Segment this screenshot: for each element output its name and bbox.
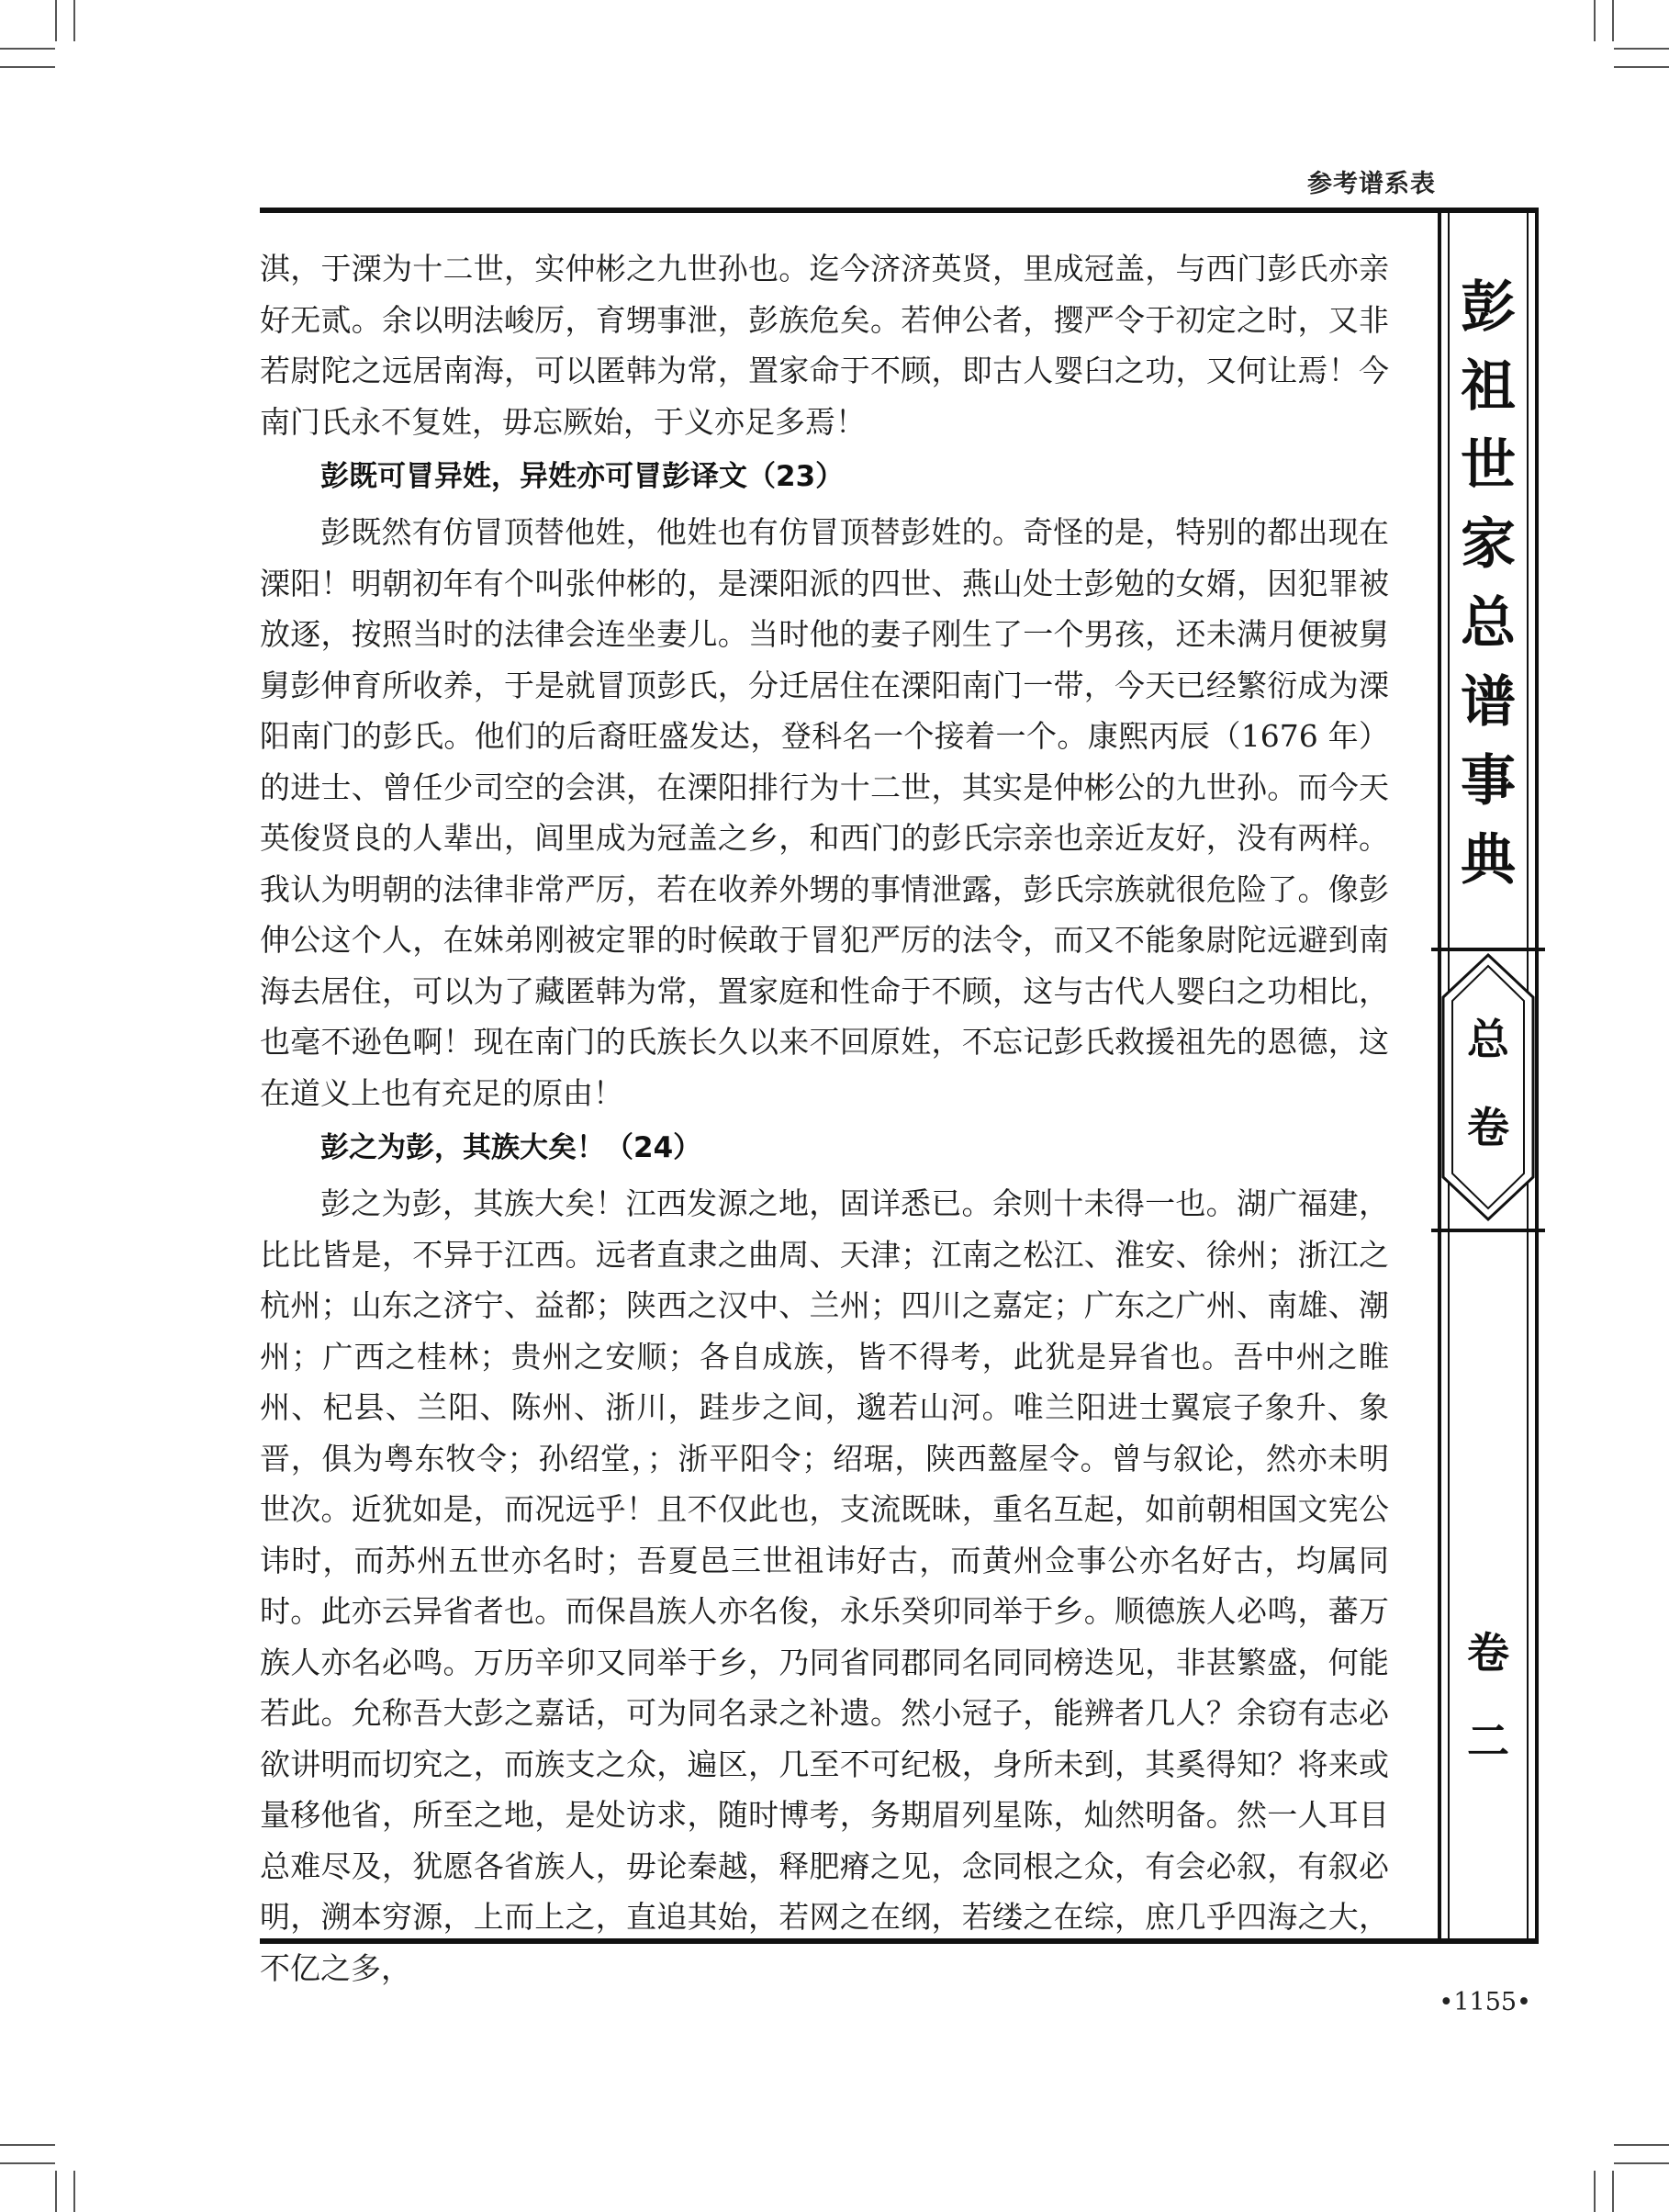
crop-mark xyxy=(73,2171,75,2212)
crop-mark xyxy=(1614,2144,1669,2146)
volume-number xyxy=(1441,1609,1535,1785)
volume-number-char: 卷 xyxy=(1467,1628,1509,1678)
crop-mark xyxy=(1614,66,1669,68)
crop-mark xyxy=(1614,2162,1669,2164)
paragraph: 淇，于溧为十二世，实仲彬之九世孙也。迄今济济英贤，里成冠盖，与西门彭氏亦亲好无贰。余以明法峻厉，育甥事泄，彭族危矣。若伸公者，撄严令于初定之时，又非若尉陀之远居南海，可以匿韩为常，置家命于不顾，即古人婴臼之功，又何让焉！今南门氏永不复姓，毋忘厥始，于义亦足多焉！ xyxy=(260,251,1389,440)
crop-mark xyxy=(1614,48,1669,50)
crop-mark xyxy=(1594,2171,1596,2212)
book-title xyxy=(1441,268,1535,900)
crop-mark xyxy=(55,2171,57,2212)
crop-mark xyxy=(0,66,55,68)
section-heading: 彭既可冒异姓，异姓亦可冒彭译文（23） xyxy=(320,460,845,493)
volume-char: 卷 xyxy=(1467,1103,1509,1152)
paragraph: 彭既然有仿冒顶替他姓，他姓也有仿冒顶替彭姓的。奇怪的是，特别的都出现在溧阳！明朝初年有个叫张仲彬的，是溧阳派的四世、燕山处士彭勉的女婿，因犯罪被放逐，按照当时的法律会连坐妻儿。当时他的妻子刚生了一个男孩，还未满月便被舅舅彭伸育所收养，于是就冒顶彭氏，分迁居住在溧阳南门一带，今天已经繁衍成为溧阳南门的彭氏。他们的后裔旺盛发达，登科名一个接着一个。康熙丙辰（1676 年）的进士、曾任少司空的会淇，在溧阳排行为十二世，其实是仲彬公的九世孙。而今天英俊贤良的人辈出，闾里成为冠盖之乡，和西门的彭氏宗亲也亲近友好，没有两样。我认为明朝的法律非常严厉，若在收养外甥的事情泄露，彭氏宗族就很危险了。像彭伸公这个人，在妹弟刚被定罪的时候敢于冒犯严厉的法令，而又不能象尉陀远避到南海去居住，可以为了藏匿韩为常，置家庭和性命于不顾，这与古代人婴臼之功相比，也毫不逊色啊！现在南门的氏族长久以来不回原姓，不忘记彭氏救援祖先的恩德，这在道义上也有充足的原由！ xyxy=(260,514,1389,1111)
crop-mark xyxy=(1594,0,1596,41)
title-char: 总 xyxy=(1461,591,1516,656)
crop-mark xyxy=(1612,2171,1614,2212)
running-header: 参考谱系表 xyxy=(1307,170,1436,198)
paragraph: 彭之为彭，其族大矣！江西发源之地，固详悉已。余则十未得一也。湖广福建，比比皆是，不异于江西。远者直隶之曲周、天津；江南之松江、淮安、徐州；浙江之杭州；山东之济宁、益都；陕西之汉中、兰州；四川之嘉定；广东之广州、南雄、潮州；广西之桂林；贵州之安顺；各自成族，皆不得考，此犹是异省也。吾中州之睢州、杞县、兰阳、陈州、浙川，跬步之间，邈若山河。唯兰阳进士翼宸子象升、象晋，俱为粤东牧令；孙绍堂，；浙平阳令；绍琚，陕西盩屋令。曾与叙论，然亦未明世次。近犹如是，而况远乎！且不仅此也，支流既昧，重名互起，如前朝相国文宪公讳时，而苏州五世亦名时；吾夏邑三世祖讳好古，而黄州佥事公亦名好古，均属同时。此亦云异省者也。而保昌族人亦名俊，永乐癸卯同举于乡。顺德族人必鸣，蕃万族人亦名必鸣。万历辛卯又同举于乡，乃同省同郡同名同同榜迭见，非甚繁盛，何能若此。允称吾大彭之嘉话，可为同名录之补遗。然小冠子，能辨者几人？余窃有志必欲讲明而切究之，而族支之众，遍区，几至不可纪极，身所未到，其奚得知？将来或量移他省，所至之地，是处访求，随时博考，务期眉列星陈，灿然明备。然一人耳目总难尽及，犹愿各省族人，毋论秦越，释肥瘠之见，念同根之众，有会必叙，有叙必明，溯本穷源，上而上之，直追其始，若网之在纲，若缕之在综，庶几乎四海之大，不亿之多， xyxy=(260,1185,1389,1986)
crop-mark xyxy=(0,2162,55,2164)
sidebar-divider xyxy=(1431,1229,1545,1232)
volume-char: 总 xyxy=(1467,1015,1509,1064)
volume-number-char: 二 xyxy=(1467,1716,1509,1766)
crop-mark xyxy=(0,48,55,50)
section-heading: 彭之为彭，其族大矣！（24） xyxy=(320,1131,702,1164)
page-number: •1155• xyxy=(1439,1988,1531,2016)
title-char: 彭 xyxy=(1461,275,1516,340)
title-char: 祖 xyxy=(1461,354,1516,419)
title-char: 事 xyxy=(1461,749,1516,814)
title-char: 家 xyxy=(1461,512,1516,577)
title-char: 世 xyxy=(1461,433,1516,498)
top-rule xyxy=(260,208,1539,213)
crop-mark xyxy=(1612,0,1614,41)
crop-mark xyxy=(73,0,75,41)
title-char: 典 xyxy=(1461,828,1516,893)
main-text xyxy=(260,243,1389,1993)
title-char: 谱 xyxy=(1461,670,1516,735)
bottom-rule xyxy=(260,1938,1539,1944)
crop-mark xyxy=(0,2144,55,2146)
volume-label xyxy=(1441,995,1535,1172)
crop-mark xyxy=(55,0,57,41)
book-title-sidebar xyxy=(1438,213,1539,1938)
